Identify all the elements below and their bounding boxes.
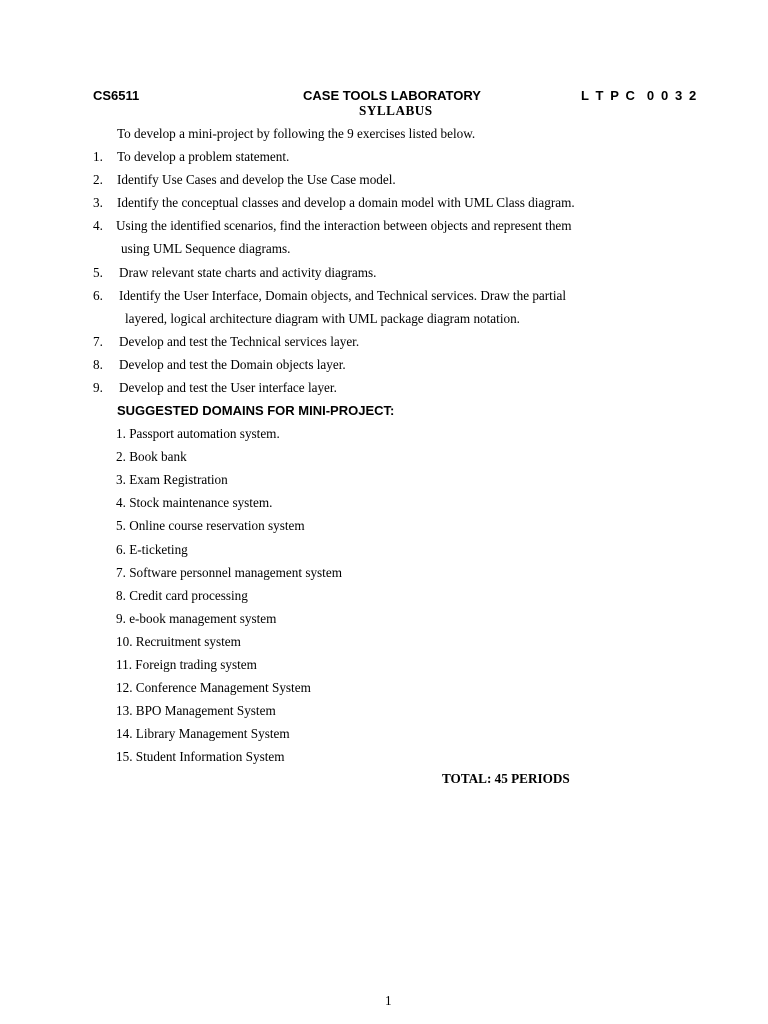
exercise-text: Develop and test the Technical services layer. xyxy=(119,333,360,349)
exercise-number: 3. xyxy=(93,195,103,211)
page-number: 1 xyxy=(385,993,392,1008)
exercise-text: Identify the User Interface, Domain objects, and Technical services. Draw the partial xyxy=(119,287,567,303)
exercise-text: using UML Sequence diagrams. xyxy=(121,241,291,257)
domain-item: 2. Book bank xyxy=(116,449,187,465)
domain-item: 13. BPO Management System xyxy=(116,703,276,719)
domain-item: 6. E-ticketing xyxy=(116,541,188,557)
domain-item: 5. Online course reservation system xyxy=(116,518,305,534)
domain-item: 14. Library Management System xyxy=(116,726,290,742)
ltpc-credits: L T P C 0 0 3 2 xyxy=(581,88,698,103)
exercise-text: Develop and test the User interface layer. xyxy=(119,380,337,395)
exercise-number: 8. xyxy=(93,356,103,372)
syllabus-subtitle: SYLLABUS xyxy=(359,103,433,118)
domain-item: 15. Student Information System xyxy=(116,749,285,765)
domain-item: 11. Foreign trading system xyxy=(116,657,257,672)
exercise-text: Identify the conceptual classes and develop a domain model with UML Class diagram. xyxy=(117,195,575,211)
domain-item: 1. Passport automation system. xyxy=(116,426,280,441)
domains-heading: SUGGESTED DOMAINS FOR MINI-PROJECT: xyxy=(117,403,395,418)
exercise-text: Using the identified scenarios, find the interaction between objects and represent them xyxy=(116,218,572,234)
domain-item: 7. Software personnel management system xyxy=(116,564,342,580)
domain-item: 8. Credit card processing xyxy=(116,587,248,603)
exercise-number: 1. xyxy=(93,149,103,164)
domain-item: 9. e-book management system xyxy=(116,610,277,626)
exercise-number: 7. xyxy=(93,333,103,349)
exercise-text: Draw relevant state charts and activity diagrams. xyxy=(119,264,377,280)
exercise-text: Identify Use Cases and develop the Use Case model. xyxy=(117,172,396,188)
exercise-number: 4. xyxy=(93,218,103,234)
exercise-number: 2. xyxy=(93,172,103,188)
exercise-text: To develop a problem statement. xyxy=(117,149,290,164)
domain-item: 12. Conference Management System xyxy=(116,680,311,696)
exercise-number: 5. xyxy=(93,264,103,280)
intro-text: To develop a mini-project by following the 9 exercises listed below. xyxy=(117,126,476,141)
domain-item: 10. Recruitment system xyxy=(116,633,241,649)
course-code: CS6511 xyxy=(93,88,140,103)
exercise-number: 9. xyxy=(93,380,103,395)
exercise-text: layered, logical architecture diagram with UML package diagram notation. xyxy=(125,310,520,326)
exercise-text: Develop and test the Domain objects layer. xyxy=(119,356,346,372)
course-title: CASE TOOLS LABORATORY xyxy=(303,88,481,103)
domain-item: 3. Exam Registration xyxy=(116,472,228,488)
exercise-number: 6. xyxy=(93,287,103,303)
domain-item: 4. Stock maintenance system. xyxy=(116,495,273,511)
total-periods: TOTAL: 45 PERIODS xyxy=(442,771,570,786)
